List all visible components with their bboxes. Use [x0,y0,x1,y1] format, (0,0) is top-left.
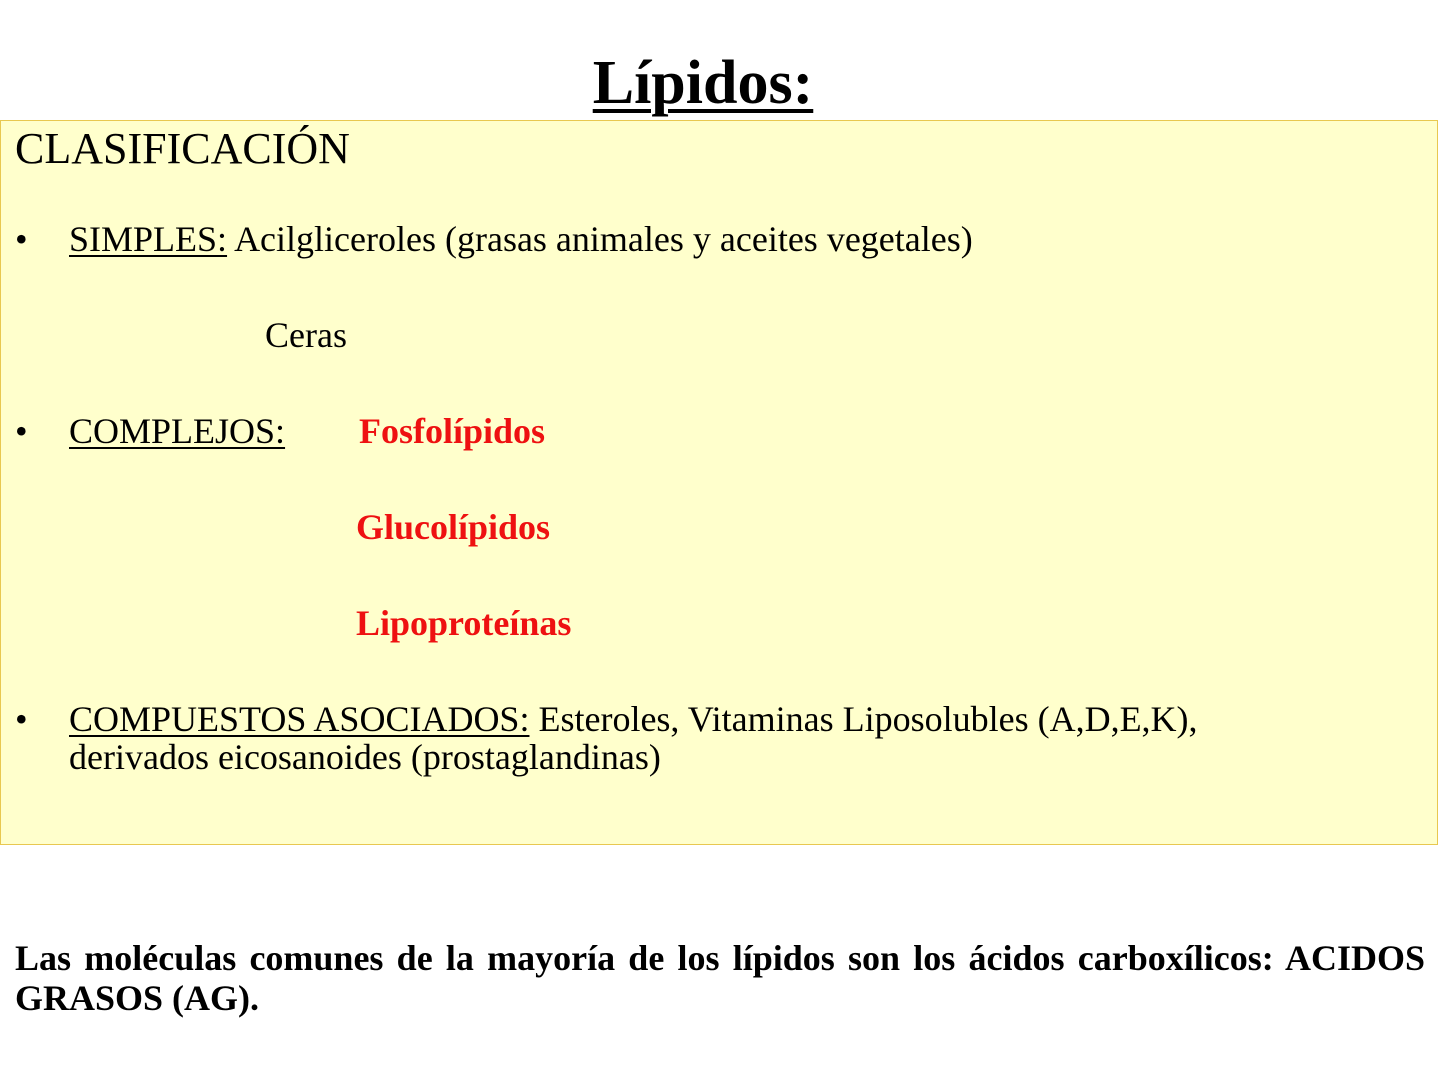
complejos-label-line [69,411,285,451]
complejos-item-fosfolipidos: Fosfolípidos [359,411,546,451]
complejos-item-lipoproteinas: Lipoproteínas [356,603,572,643]
bullet-icon: • [15,219,28,259]
slide-title [0,48,1406,118]
classification-box [0,120,1438,845]
compuestos-line-1 [69,699,1198,739]
slide-title-text: Lípidos: [592,49,814,117]
complejos-item-glucolipidos: Glucolípidos [356,507,551,547]
bullet-icon: • [15,411,28,451]
compuestos-label: COMPUESTOS ASOCIADOS: [69,699,530,739]
bullet-icon: • [15,699,28,739]
complejos-label: COMPLEJOS: [69,411,286,451]
simples-item-ceras: Ceras [265,315,347,355]
compuestos-text-1: Esteroles, Vitaminas Liposolubles (A,D,E,K), [538,699,1198,739]
simples-item-acilgliceroles: Acilgliceroles (grasas animales y aceites vegetales) [234,219,973,259]
simples-label: SIMPLES: [69,219,228,259]
simples-line [69,219,973,259]
footer-statement: Las moléculas comunes de la mayoría de los lípidos son los ácidos carboxílicos: ACIDOS GRASOS (AG). [15,938,1425,1018]
compuestos-text-2: derivados eicosanoides (prostaglandinas) [69,737,661,777]
classification-heading: CLASIFICACIÓN [15,124,350,173]
